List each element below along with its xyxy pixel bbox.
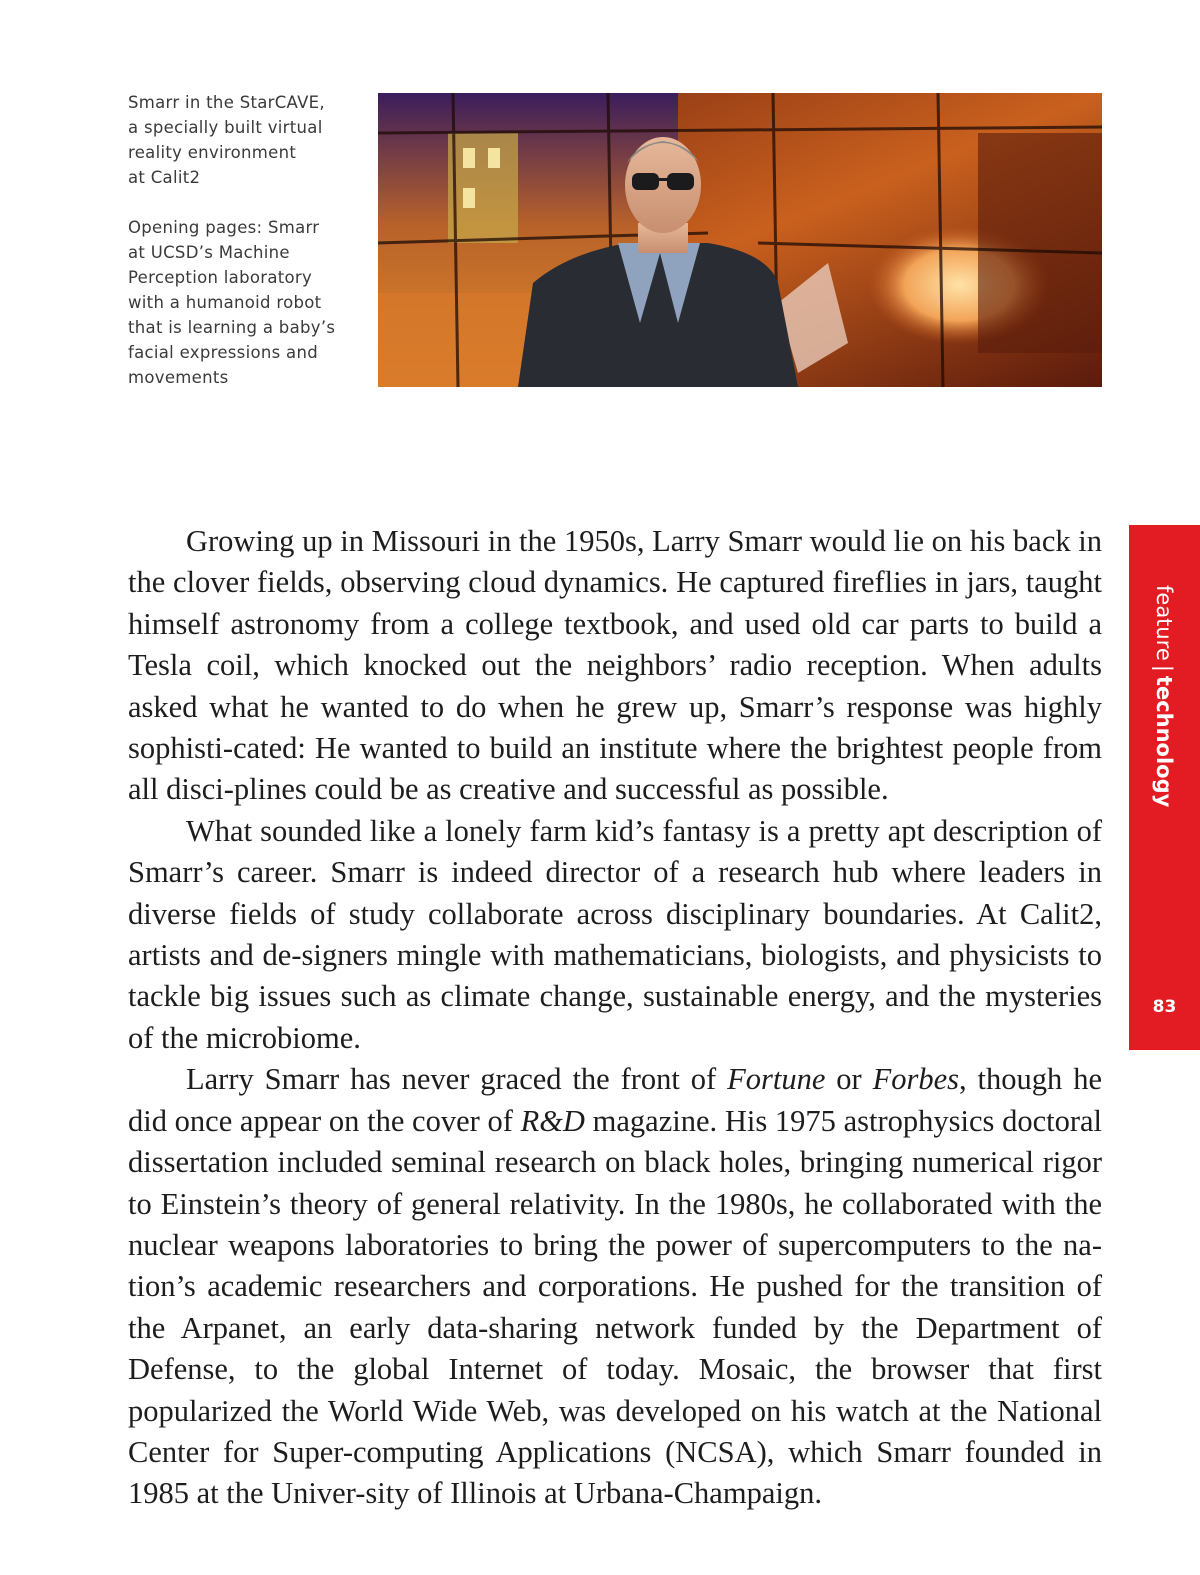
starcave-photo-illustration [378,93,1102,387]
caption-secondary: Opening pages: Smarr at UCSD’s Machine Perception laboratory with a humanoid robot that is learning a baby’s facial expressions and movements [128,218,336,387]
page-number: 83 [1152,997,1177,1017]
article-body [128,521,1102,1515]
starcave-photo [378,93,1102,387]
caption-primary: Smarr in the StarCAVE, a specially built virtual reality environment at Calit2 [128,93,325,187]
section-name: feature [1152,585,1176,661]
photo-caption [128,90,358,415]
article-paragraph-3: Larry Smarr has never graced the front of Fortune or Forbes, though he did once appear on the cover of R&D magazine. His 1975 astrophysics doctoral dissertation included seminal research on black holes, bringing numerical rigor to Einstein’s theory of general relativity. In the 1980s, he collaborated with the nuclear weapons laboratories to bring the power of supercomputers to the na-tion’s academic researchers and corporations. He pushed for the transition of the Arpanet, an early data-sharing network funded by the Department of Defense, to the global Internet of today. Mosaic, the browser that first popularized the World Wide Web, was developed on his watch at the National Center for Super-computing Applications (NCSA), which Smarr founded in 1985 at the Univer-sity of Illinois at Urbana-Champaign. [128,1062,1102,1511]
article-paragraph-2: What sounded like a lonely farm kid’s fantasy is a pretty apt description of Smarr’s career. Smarr is indeed director of a research hub where leaders in diverse fields of study collaborate across disciplinary boundaries. At Calit2, artists and de-signers mingle with mathematicians, biologists, and physicists to tackle big issues such as climate change, sustainable energy, and the mysteries of the microbiome. [128,813,1102,1055]
section-topic: technology [1152,675,1176,808]
section-label [1152,585,1176,807]
section-side-tab [1129,525,1200,1050]
article-paragraph-1: Growing up in Missouri in the 1950s, Larry Smarr would lie on his back in the clover fields, observing cloud dynamics. He captured fireflies in jars, taught himself astronomy from a college textbook, and used old car parts to build a Tesla coil, which knocked out the neighbors’ radio reception. When adults asked what he wanted to do when he grew up, Smarr’s response was highly sophisti-cated: He wanted to build an institute where the brightest people from all disci-plines could be as creative and successful as possible. [128,524,1102,807]
section-separator: | [1152,664,1176,672]
